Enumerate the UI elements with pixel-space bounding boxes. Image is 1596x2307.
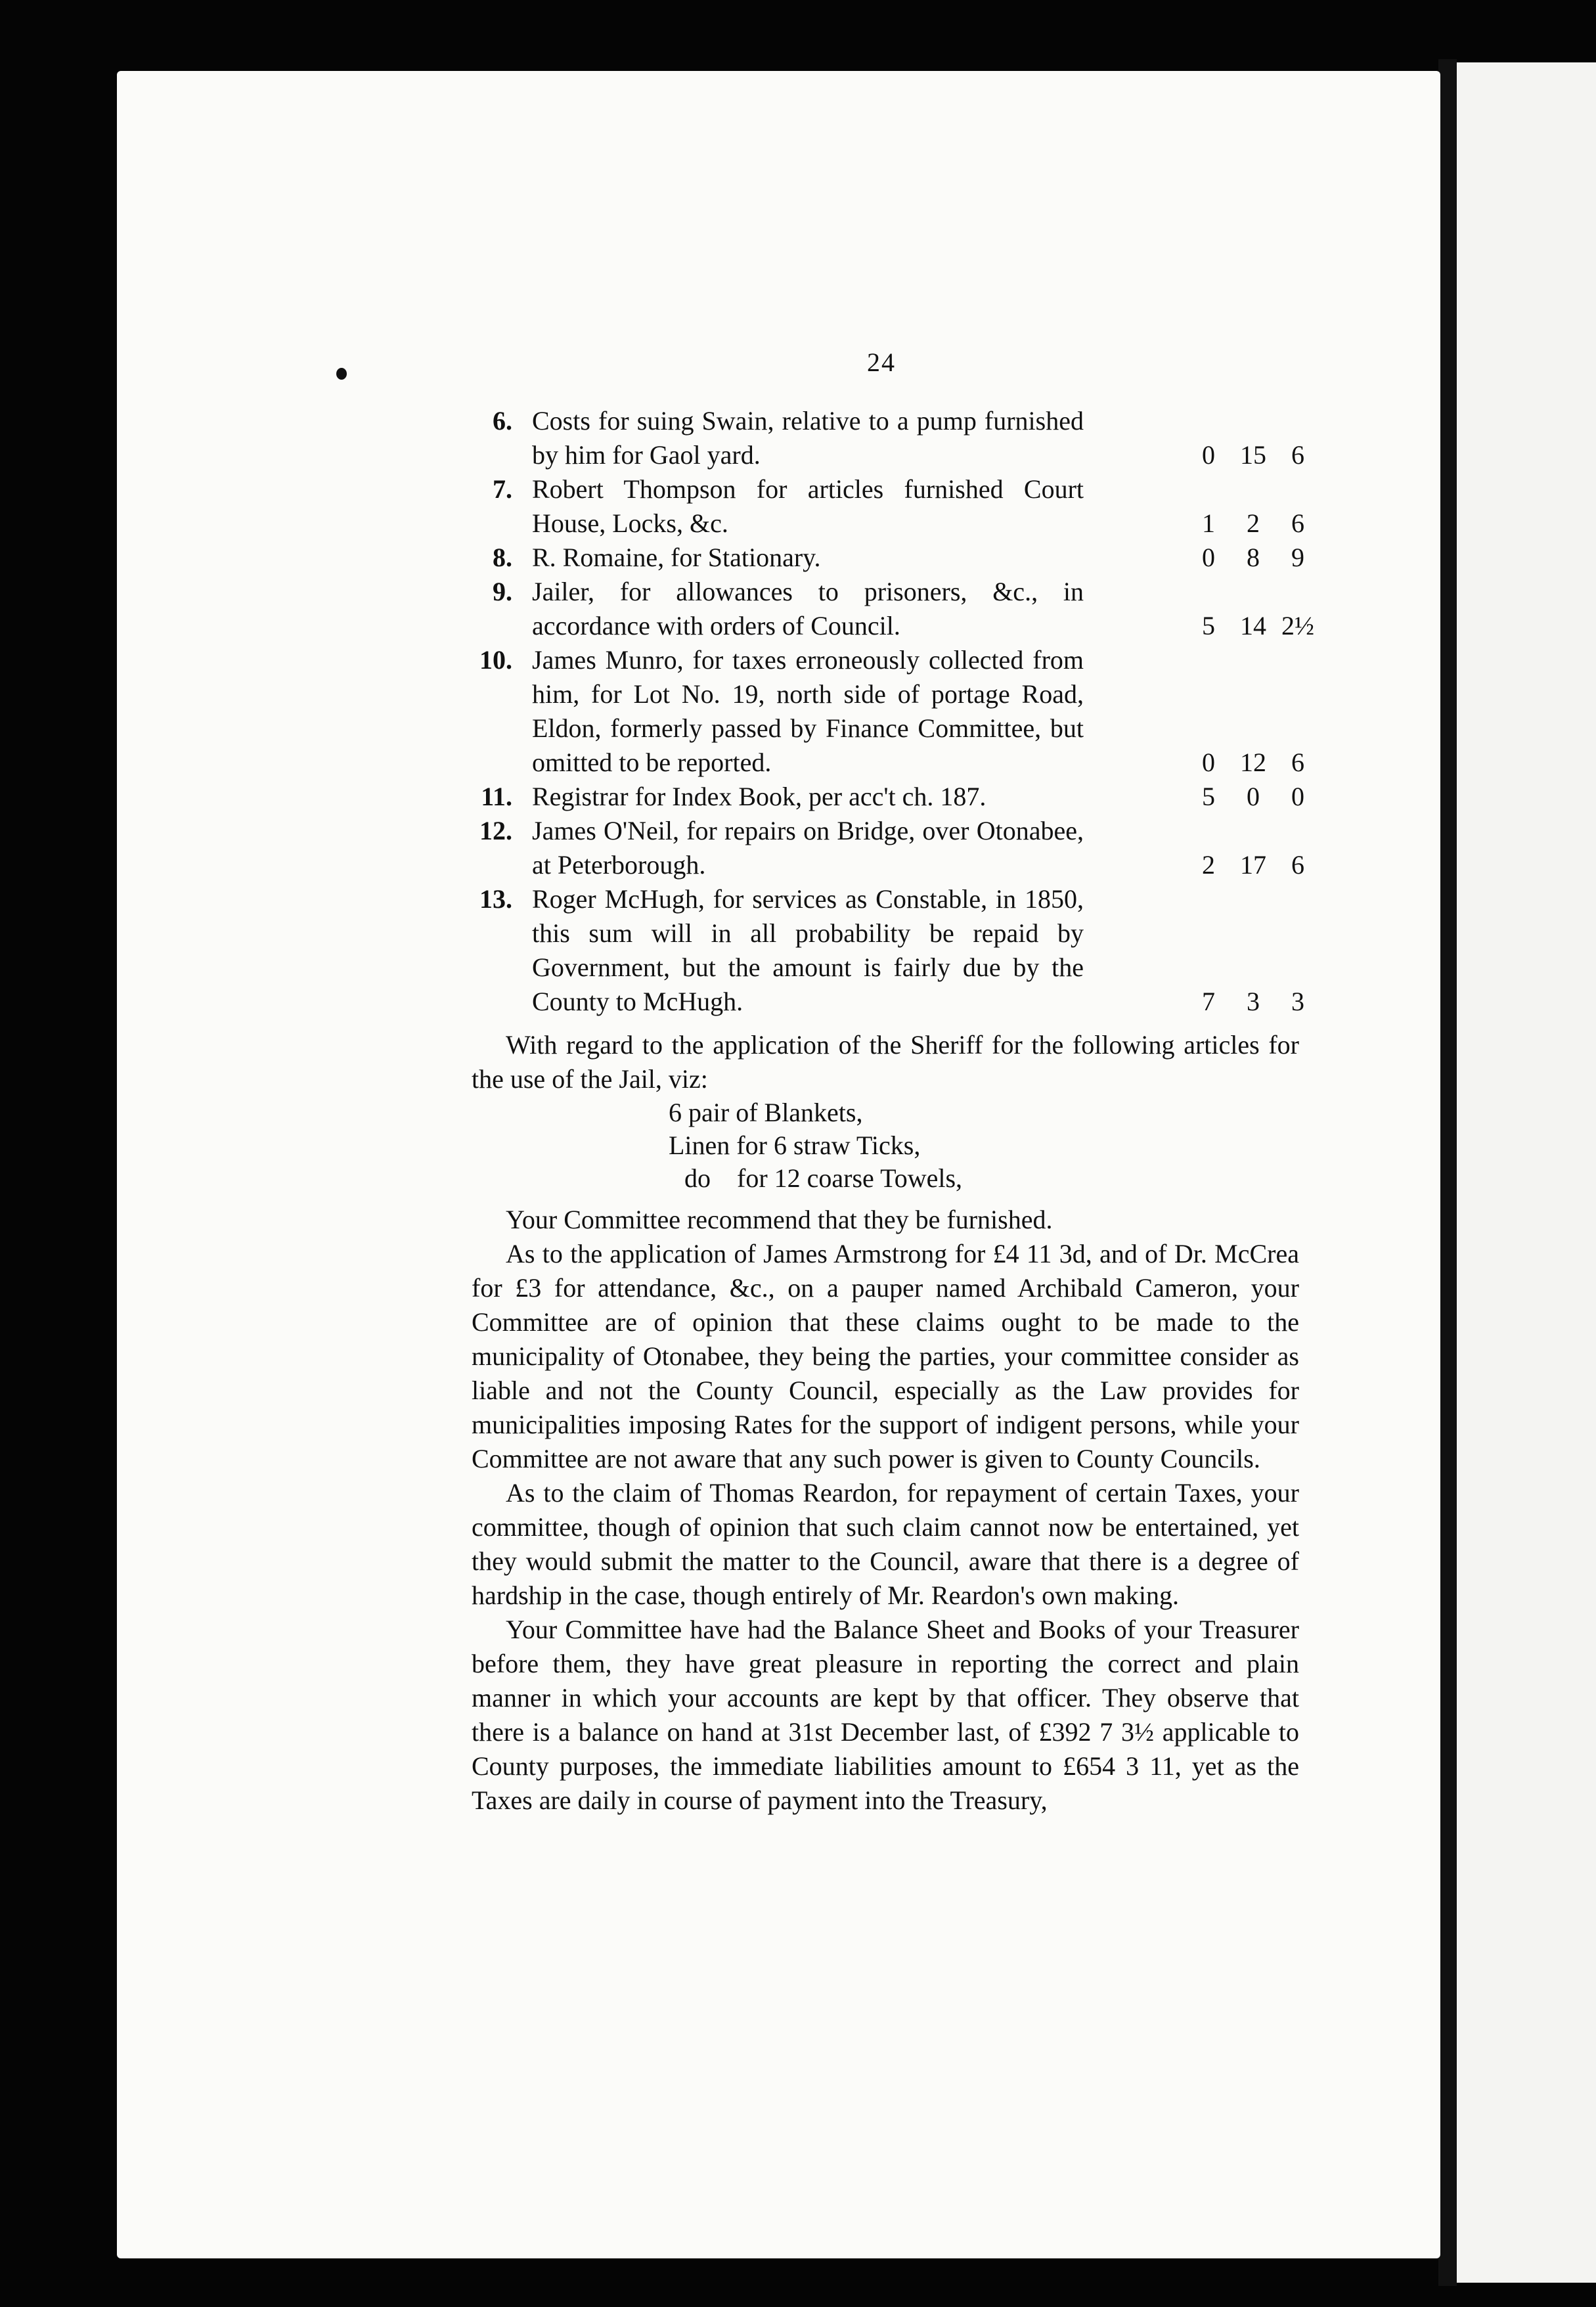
amount-pence: 6 bbox=[1291, 508, 1304, 538]
next-page-edge bbox=[1457, 62, 1596, 2283]
item-description: R. Romaine, for Stationary. bbox=[532, 543, 821, 572]
item-number: 8. bbox=[493, 543, 512, 572]
item-description: Robert Thompson for articles furnished Court House, Locks, &c. bbox=[532, 474, 1084, 538]
item-amount bbox=[1187, 438, 1319, 472]
item-amount bbox=[1187, 506, 1319, 541]
reardon-paragraph: As to the claim of Thomas Reardon, for repayment of certain Taxes, your committee, though of opinion that such claim cannot now be entertained, yet they would submit the matter to the Council, aware that there is a degree of hardship in the case, though entirely of Mr. Reardon's own making. bbox=[472, 1478, 1299, 1610]
item-description: Registrar for Index Book, per acc't ch. 187. bbox=[532, 782, 986, 811]
item-number: 6. bbox=[493, 406, 512, 436]
item-number: 11. bbox=[481, 782, 512, 811]
item-description: James O'Neil, for repairs on Bridge, over Otonabee, at Peterborough. bbox=[532, 816, 1084, 880]
item-description: Roger McHugh, for services as Constable, in 1850, this sum will in all probability be repaid by Government, but the amount is fairly due by the County to McHugh. bbox=[532, 884, 1084, 1016]
armstrong-paragraph: As to the application of James Armstrong for £4 11 3d, and of Dr. McCrea for £3 for attendance, &c., on a pauper named Archibald Cameron, your Committee are of opinion that these claims ought to be made to the municipality of Otonabee, they being the parties, your committee consider as liable and not the County Council, especially as the Law provides for municipalities imposing Rates for the support of indigent persons, while your Committee are not aware that any such power is given to County Councils. bbox=[472, 1239, 1299, 1473]
amount-shillings: 15 bbox=[1240, 440, 1266, 470]
item-amount bbox=[1187, 609, 1319, 643]
expense-item bbox=[472, 404, 1319, 472]
document-body bbox=[472, 404, 1319, 1818]
amount-shillings: 14 bbox=[1240, 611, 1266, 640]
amount-pounds: 2 bbox=[1202, 850, 1215, 880]
amount-shillings: 8 bbox=[1247, 543, 1260, 572]
expense-item bbox=[472, 780, 1319, 814]
amount-pence: 2½ bbox=[1281, 611, 1314, 640]
amount-pounds: 0 bbox=[1202, 748, 1215, 777]
amount-pence: 3 bbox=[1291, 987, 1304, 1016]
item-number: 12. bbox=[479, 816, 512, 845]
amount-pence: 0 bbox=[1291, 782, 1304, 811]
page-number: 24 bbox=[867, 347, 896, 377]
amount-pounds: 7 bbox=[1202, 987, 1215, 1016]
amount-pounds: 0 bbox=[1202, 440, 1215, 470]
expense-item bbox=[472, 643, 1319, 780]
article-item: Linen for 6 straw Ticks, bbox=[669, 1131, 921, 1160]
article-item: do for 12 coarse Towels, bbox=[684, 1163, 963, 1193]
expense-item bbox=[472, 472, 1319, 541]
article-item: 6 pair of Blankets, bbox=[669, 1098, 863, 1127]
expense-item bbox=[472, 575, 1319, 643]
item-number: 10. bbox=[479, 645, 512, 675]
amount-shillings: 17 bbox=[1240, 850, 1266, 880]
item-amount bbox=[1187, 985, 1319, 1019]
amount-shillings: 3 bbox=[1247, 987, 1260, 1016]
item-number: 7. bbox=[493, 474, 512, 504]
expense-list bbox=[472, 404, 1319, 1019]
amount-pounds: 1 bbox=[1202, 508, 1215, 538]
amount-pence: 6 bbox=[1291, 748, 1304, 777]
amount-shillings: 0 bbox=[1247, 782, 1260, 811]
item-description: James Munro, for taxes erroneously collected from him, for Lot No. 19, north side of portage Road, Eldon, formerly passed by Finance Committee, but omitted to be reported. bbox=[532, 645, 1084, 777]
recommendation: Your Committee recommend that they be furnished. bbox=[506, 1205, 1053, 1234]
amount-pence: 9 bbox=[1291, 543, 1304, 572]
amount-pence: 6 bbox=[1291, 850, 1304, 880]
item-amount bbox=[1187, 541, 1319, 575]
expense-item bbox=[472, 814, 1319, 882]
amount-pounds: 0 bbox=[1202, 543, 1215, 572]
amount-pounds: 5 bbox=[1202, 611, 1215, 640]
item-amount bbox=[1187, 746, 1319, 780]
item-number: 13. bbox=[479, 884, 512, 914]
expense-item bbox=[472, 882, 1319, 1019]
amount-pounds: 5 bbox=[1202, 782, 1215, 811]
articles-list bbox=[472, 1096, 1319, 1195]
expense-item bbox=[472, 541, 1319, 575]
amount-pence: 6 bbox=[1291, 440, 1304, 470]
item-number: 9. bbox=[493, 577, 512, 606]
item-description: Jailer, for allowances to prisoners, &c., in accordance with orders of Council. bbox=[532, 577, 1084, 640]
amount-shillings: 12 bbox=[1240, 748, 1266, 777]
sheriff-intro: With regard to the application of the Sheriff for the following articles for the use of the Jail, viz: bbox=[472, 1030, 1299, 1094]
item-amount bbox=[1187, 848, 1319, 882]
item-description: Costs for suing Swain, relative to a pump furnished by him for Gaol yard. bbox=[532, 406, 1084, 470]
ink-dot bbox=[336, 368, 347, 380]
amount-shillings: 2 bbox=[1247, 508, 1260, 538]
item-amount bbox=[1187, 780, 1319, 814]
treasurer-paragraph: Your Committee have had the Balance Sheet and Books of your Treasurer before them, they have great pleasure in reporting the correct and plain manner in which your accounts are kept by that officer. They observe that there is a balance on hand at 31st December last, of £392 7 3½ applicable to County purposes, the immediate liabilities amount to £654 3 11, yet as the Taxes are daily in course of payment into the Treasury, bbox=[472, 1615, 1299, 1815]
page-gutter bbox=[1438, 59, 1457, 2286]
